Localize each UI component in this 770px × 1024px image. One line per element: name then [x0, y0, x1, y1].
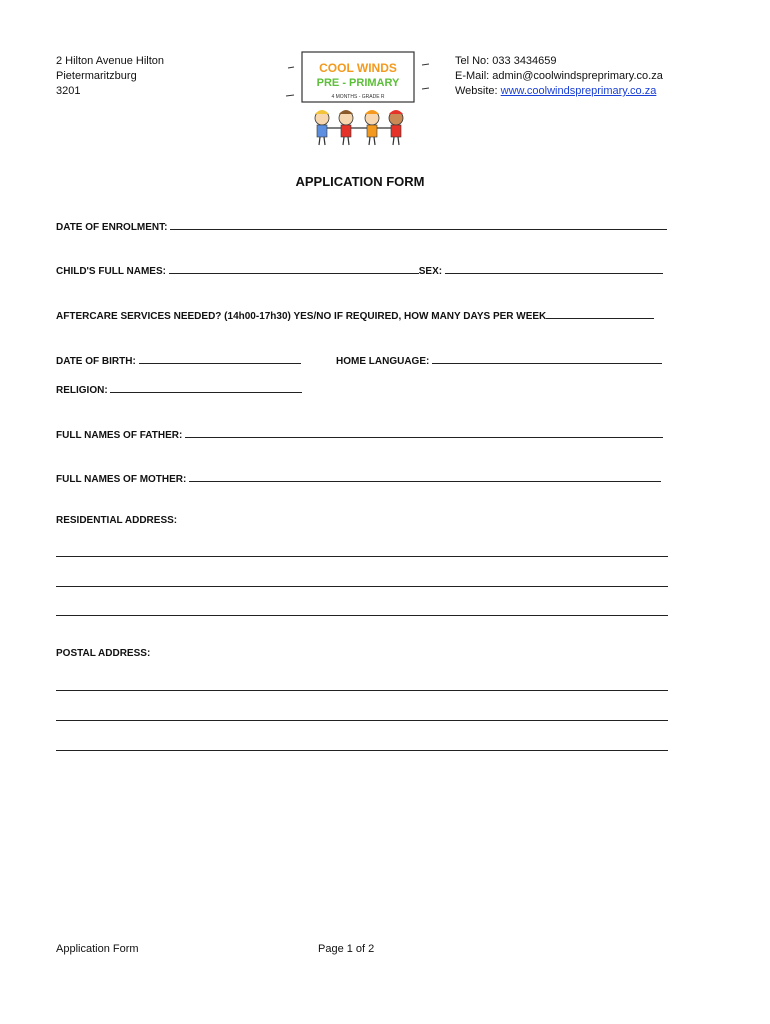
dob-label: DATE OF BIRTH: — [56, 356, 136, 367]
residential-line-3[interactable] — [56, 615, 668, 616]
footer-title: Application Form — [56, 943, 139, 955]
sex-label: SEX: — [418, 266, 443, 277]
child-names-label: CHILD'S FULL NAMES: — [56, 266, 166, 277]
dob-field[interactable] — [139, 352, 301, 364]
school-address — [56, 54, 164, 99]
postal-row — [56, 648, 150, 659]
father-label: FULL NAMES OF FATHER: — [56, 430, 183, 441]
enrolment-label: DATE OF ENROLMENT: — [56, 222, 168, 233]
child-names-row — [56, 262, 663, 277]
mother-label: FULL NAMES OF MOTHER: — [56, 474, 187, 485]
residential-row — [56, 515, 177, 526]
contact-details — [455, 54, 663, 99]
school-logo — [280, 48, 436, 152]
mother-field[interactable] — [189, 470, 661, 482]
home-language-label: HOME LANGUAGE: — [336, 356, 430, 367]
religion-label: RELIGION: — [56, 385, 108, 396]
website — [455, 84, 663, 99]
website-label: Website: — [455, 85, 501, 97]
postal-line-2[interactable] — [56, 720, 668, 721]
logo-line-2: PRE - PRIMARY — [316, 77, 400, 89]
father-field[interactable] — [185, 426, 663, 438]
logo-tagline: 4 MONTHS - GRADE R — [331, 94, 385, 100]
dob-row — [56, 352, 301, 367]
aftercare-row — [56, 307, 654, 322]
postal-line-1[interactable] — [56, 690, 668, 691]
home-language-field[interactable] — [432, 352, 662, 364]
enrolment-field[interactable] — [170, 218, 667, 230]
home-language-row — [336, 352, 662, 367]
address-line-1: 2 Hilton Avenue Hilton — [56, 55, 165, 67]
postal-line-3[interactable] — [56, 750, 668, 751]
father-row — [56, 426, 663, 441]
religion-row — [56, 381, 302, 396]
aftercare-days-field[interactable] — [546, 307, 654, 319]
children-illustration — [315, 110, 403, 145]
sex-field[interactable] — [445, 262, 663, 274]
aftercare-label: AFTERCARE SERVICES NEEDED? (14h00-17h30) YES/NO IF REQUIRED, HOW MANY DAYS PER WEEK — [56, 311, 547, 322]
religion-field[interactable] — [110, 381, 302, 393]
enrolment-row — [56, 218, 667, 233]
form-title-text: APPLICATION FORM — [295, 174, 425, 189]
form-title — [0, 174, 720, 189]
mother-row — [56, 470, 661, 485]
address-line-3: 3201 — [56, 85, 81, 97]
residential-label: RESIDENTIAL ADDRESS: — [56, 515, 178, 526]
telephone: Tel No: 033 3434659 — [455, 55, 557, 67]
email: E-Mail: admin@coolwindspreprimary.co.za — [455, 70, 663, 82]
residential-line-2[interactable] — [56, 586, 668, 587]
postal-label: POSTAL ADDRESS: — [56, 648, 151, 659]
child-names-field[interactable] — [169, 262, 419, 274]
logo-line-1: COOL WINDS — [319, 61, 397, 75]
address-line-2: Pietermaritzburg — [56, 70, 137, 82]
residential-line-1[interactable] — [56, 556, 668, 557]
website-link[interactable]: www.coolwindspreprimary.co.za — [500, 85, 657, 97]
page-number: Page 1 of 2 — [318, 943, 375, 955]
